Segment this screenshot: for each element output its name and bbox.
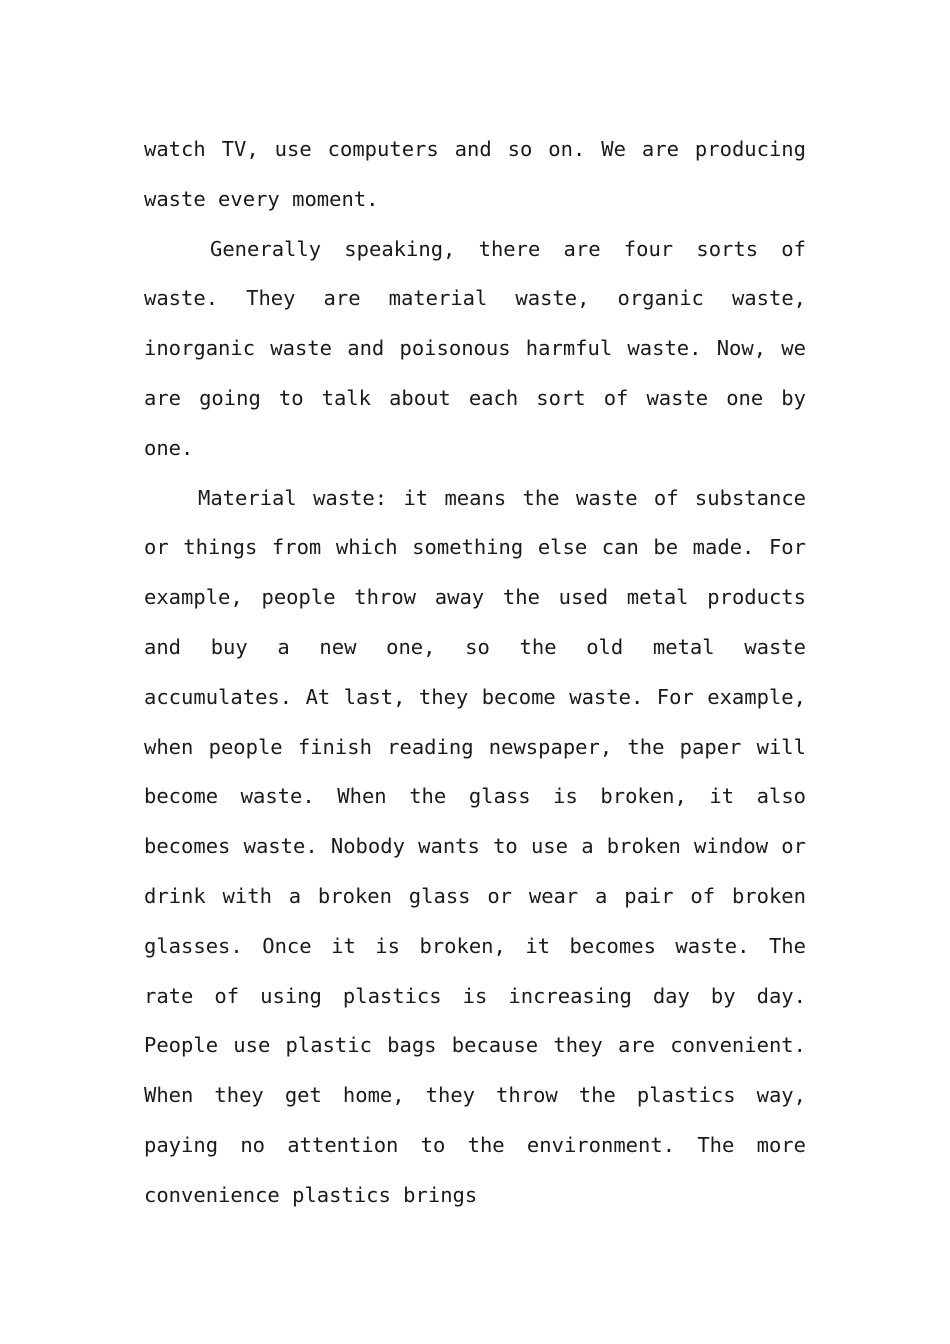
paragraph-material-waste: Material waste: it means the waste of substance or things from which something else can be made. For example, people throw away the used metal products and buy a new one, so the old metal waste accumulates. At last, they become waste. For example, when people finish reading newspaper, the paper will become waste. When the glass is broken, it also becomes waste. Nobody wants to use a broken window or drink with a broken glass or wear a pair of broken glasses. Once it is broken, it becomes waste. The rate of using plastics is increasing day by day. People use plastic bags because they are convenient. When they get home, they throw the plastics way, paying no attention to the environment. The more convenience plastics brings xyxy=(144,485,806,1207)
document-body xyxy=(144,125,806,1221)
paragraph-waste-sorts: Generally speaking, there are four sorts of waste. They are material waste, organic waste, inorganic waste and poisonous harmful waste. Now, we are going to talk about each sort of waste one by one. xyxy=(144,236,806,460)
paragraph-continuation: watch TV, use computers and so on. We are producing waste every moment. xyxy=(144,137,806,211)
